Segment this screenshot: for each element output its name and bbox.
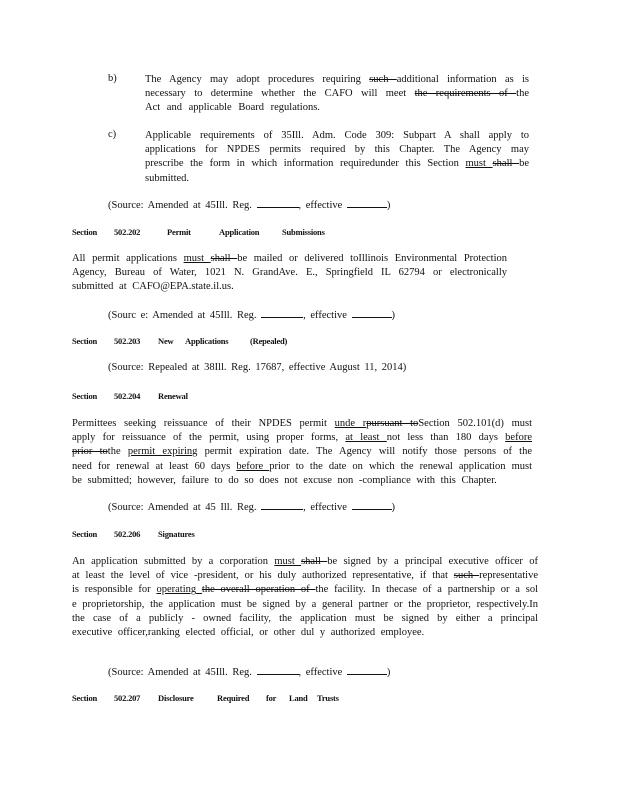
inserted-text: before [505,432,532,444]
deleted-text: such [453,570,480,582]
blank-line [352,499,392,510]
para-c-text: Applicable requirements of 35Ill. Adm. Code 309: Subpart A shall apply to applications for NPDES permits required by this Chapter. The Agency may prescribe the form in which information requiredunder this Section must shall be submitted. [145,130,529,184]
para-b-label: b) [108,73,117,84]
para-502-206: An application submitted by a corporation must shall be signed by a principal executive officer of at least the level of vice -president, or his duly authorized representative, if that such representative is responsible for operating the overall operation of the facility. In thecase of a partnership or a sol e proprietorship, the application must be signed by a general partner or the proprietor, respectively.In the case of a publicly - owned facility, the application must be signed by either a principal executive officer,ranking elected official, or other dul y authorized employee. [72,556,539,639]
deleted-text: pursuant to [366,418,419,429]
source-note: (Source: Repealed at 38Ill. Reg. 17687, effective August 11, 2014) [108,362,407,373]
deleted-text: shall [492,158,520,170]
blank-line [347,664,387,675]
inserted-text: must [183,253,211,264]
inserted-text: at least [345,432,387,444]
inserted-text: must [465,158,493,170]
inserted-text: operating [156,584,202,596]
para-502-204: Permittees seeking reissuance of their NPDES permit unde rpursuant toSection 502.101(d) must apply for reissuance of the permit, using proper forms, at least not less than 180 days before prior tothe permit expiring permit expiration date. The Agency will notify those persons of the need for renewal at least 60 days before prior to the date on which the renewal application must be submitted; however, failure to do so does not excuse non -compliance with this Chapter. [72,418,533,486]
deleted-text: shall [210,253,238,264]
blank-line [257,664,299,675]
deleted-text: prior to [72,446,108,458]
inserted-text: must [274,556,302,567]
blank-line [352,307,392,318]
section-heading-502-203: Section 502.203 New Applications (Repealed) [72,336,288,346]
section-heading-502-207: Section 502.207 Disclosure Required for Land Trusts [72,693,339,703]
source-note: (Source: Amended at 45Ill. Reg. , effective ) [108,664,390,678]
source-note: (Source: Amended at 45Ill. Reg. , effective ) [108,197,390,211]
section-heading-502-206: Section 502.206 Signatures [72,529,195,539]
section-heading-502-202: Section 502.202 Permit Application Submissions [72,227,325,237]
source-note: (Sourc e: Amended at 45Ill. Reg. , effective ) [108,307,395,321]
para-b-text: The Agency may adopt procedures requiring such additional information as is necessary to determine whether the CAFO will meet the requirements of the Act and applicable Board regulations. [145,74,530,114]
inserted-text: unde r [334,418,367,429]
inserted-text: before [236,460,270,472]
deleted-text: shall [301,556,328,567]
source-note: (Source: Amended at 45 Ill. Reg. , effective ) [108,499,395,513]
inserted-text: permit expiring [127,446,198,458]
blank-line [347,197,387,208]
deleted-text: such [369,74,397,85]
blank-line [261,307,303,318]
section-heading-502-204: Section 502.204 Renewal [72,391,188,401]
para-502-202: All permit applications must shall be mailed or delivered toIllinois Environmental Protection Agency, Bureau of Water, 1021 N. GrandAve. E., Springfield IL 62794 or electronically submitted at CAFO@EPA.state.il.us. [72,253,507,293]
deleted-text: the requirements of [414,88,517,100]
blank-line [257,197,299,208]
deleted-text: the overall operation of [201,584,316,596]
blank-line [261,499,303,510]
para-c-label: c) [108,129,117,140]
